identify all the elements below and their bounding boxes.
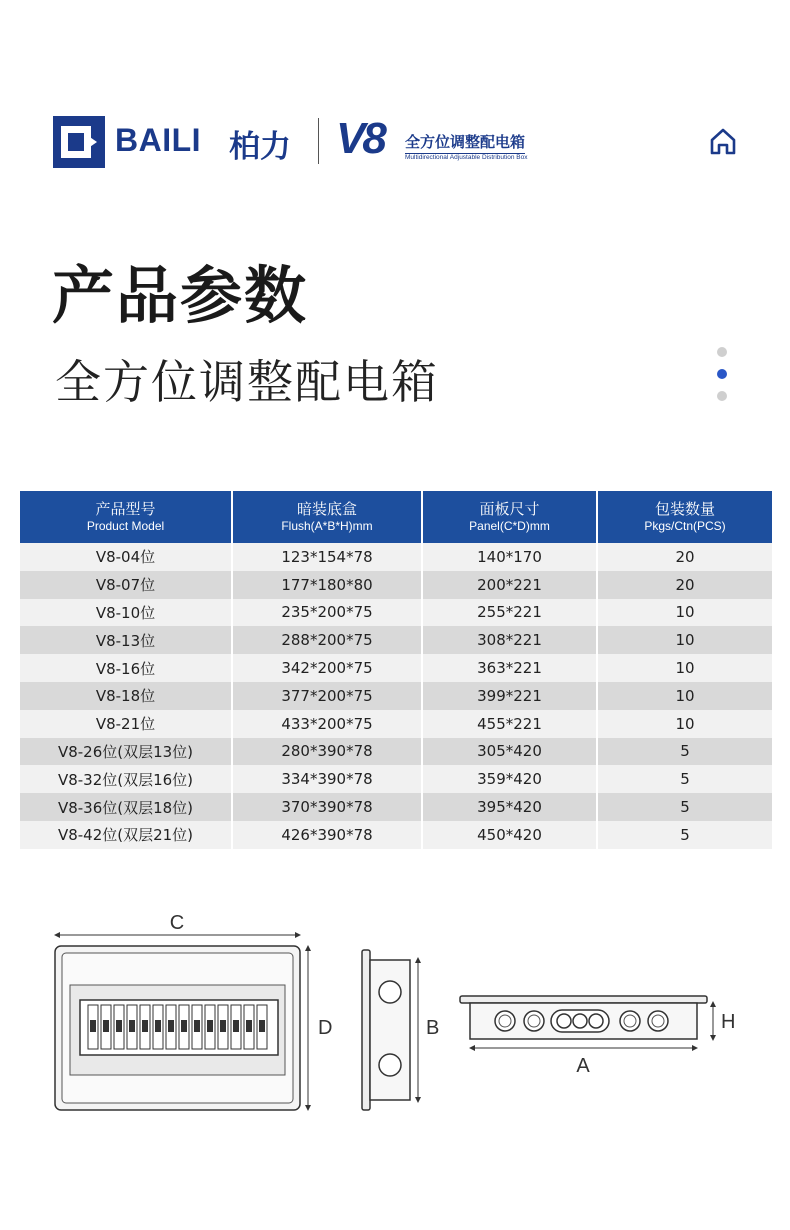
- cell-model: V8-04位: [20, 543, 232, 571]
- side-view: [362, 950, 439, 1110]
- cell-panel: 455*221: [422, 710, 597, 738]
- pager-dot[interactable]: [717, 391, 727, 401]
- table-row: [20, 599, 772, 627]
- cell-flush: 377*200*75: [232, 682, 422, 710]
- cell-pkgs: 5: [597, 793, 772, 821]
- front-view: [55, 912, 332, 1110]
- label-c: C: [169, 912, 185, 934]
- cell-panel: 200*221: [422, 571, 597, 599]
- page-title: 产品参数: [52, 259, 309, 332]
- cell-model: V8-36位(双层18位): [20, 793, 232, 821]
- pager-dot[interactable]: [717, 347, 727, 357]
- table-row: [20, 682, 772, 710]
- table-row: [20, 793, 772, 821]
- cell-panel: 308*221: [422, 626, 597, 654]
- cell-pkgs: 5: [597, 738, 772, 766]
- cell-flush: 123*154*78: [232, 543, 422, 571]
- table-row: [20, 710, 772, 738]
- cell-panel: 255*221: [422, 599, 597, 627]
- cell-flush: 342*200*75: [232, 654, 422, 682]
- cell-flush: 334*390*78: [232, 765, 422, 793]
- table-row: [20, 543, 772, 571]
- spec-table: [20, 491, 772, 849]
- cell-pkgs: 5: [597, 821, 772, 849]
- cell-model: V8-42位(双层21位): [20, 821, 232, 849]
- header-flush: 暗装底盒 Flush(A*B*H)mm: [232, 491, 422, 543]
- header-panel: 面板尺寸 Panel(C*D)mm: [422, 491, 597, 543]
- cell-flush: 426*390*78: [232, 821, 422, 849]
- cell-panel: 450*420: [422, 821, 597, 849]
- cell-flush: 235*200*75: [232, 599, 422, 627]
- cell-pkgs: 5: [597, 765, 772, 793]
- pager-dots: [717, 347, 727, 413]
- cell-model: V8-21位: [20, 710, 232, 738]
- baili-logo-icon: [53, 116, 105, 168]
- pager-dot-active[interactable]: [717, 369, 727, 379]
- cell-flush: 288*200*75: [232, 626, 422, 654]
- product-name-cn: 全方位调整配电箱: [405, 131, 525, 154]
- header-pkgs: 包装数量 Pkgs/Ctn(PCS): [597, 491, 772, 543]
- table-row: [20, 571, 772, 599]
- table-row: [20, 738, 772, 766]
- brand-header: [53, 112, 743, 172]
- label-h: H: [721, 1011, 736, 1033]
- cell-model: V8-18位: [20, 682, 232, 710]
- cell-pkgs: 20: [597, 543, 772, 571]
- header-model: 产品型号 Product Model: [20, 491, 232, 543]
- cell-panel: 363*221: [422, 654, 597, 682]
- page-subtitle: 全方位调整配电箱: [55, 355, 439, 409]
- table-row: [20, 654, 772, 682]
- cell-panel: 305*420: [422, 738, 597, 766]
- cell-flush: 433*200*75: [232, 710, 422, 738]
- cell-pkgs: 10: [597, 710, 772, 738]
- cell-panel: 399*221: [422, 682, 597, 710]
- cell-pkgs: 20: [597, 571, 772, 599]
- table-row: [20, 626, 772, 654]
- label-a: A: [576, 1055, 590, 1077]
- cell-model: V8-16位: [20, 654, 232, 682]
- table-header-row: [20, 491, 772, 543]
- cell-pkgs: 10: [597, 599, 772, 627]
- cell-model: V8-13位: [20, 626, 232, 654]
- top-view: [460, 996, 735, 1077]
- dimension-diagram: [0, 900, 790, 1130]
- label-d: D: [318, 1017, 333, 1039]
- label-b: B: [426, 1017, 440, 1039]
- cell-pkgs: 10: [597, 654, 772, 682]
- cell-panel: 140*170: [422, 543, 597, 571]
- product-name-en: Multidirectional Adjustable Distribution Box: [405, 154, 528, 161]
- cell-panel: 395*420: [422, 793, 597, 821]
- header-divider: [318, 118, 319, 164]
- cell-model: V8-07位: [20, 571, 232, 599]
- cell-flush: 370*390*78: [232, 793, 422, 821]
- cell-panel: 359*420: [422, 765, 597, 793]
- brand-name-en: BAILI: [115, 122, 202, 158]
- cell-flush: 177*180*80: [232, 571, 422, 599]
- cell-flush: 280*390*78: [232, 738, 422, 766]
- cell-model: V8-10位: [20, 599, 232, 627]
- table-row: [20, 765, 772, 793]
- table-row: [20, 821, 772, 849]
- cell-pkgs: 10: [597, 626, 772, 654]
- home-icon[interactable]: [708, 126, 738, 156]
- model-logo: V8: [336, 114, 384, 163]
- brand-name-cn: 柏力: [229, 129, 291, 165]
- cell-model: V8-26位(双层13位): [20, 738, 232, 766]
- cell-model: V8-32位(双层16位): [20, 765, 232, 793]
- cell-pkgs: 10: [597, 682, 772, 710]
